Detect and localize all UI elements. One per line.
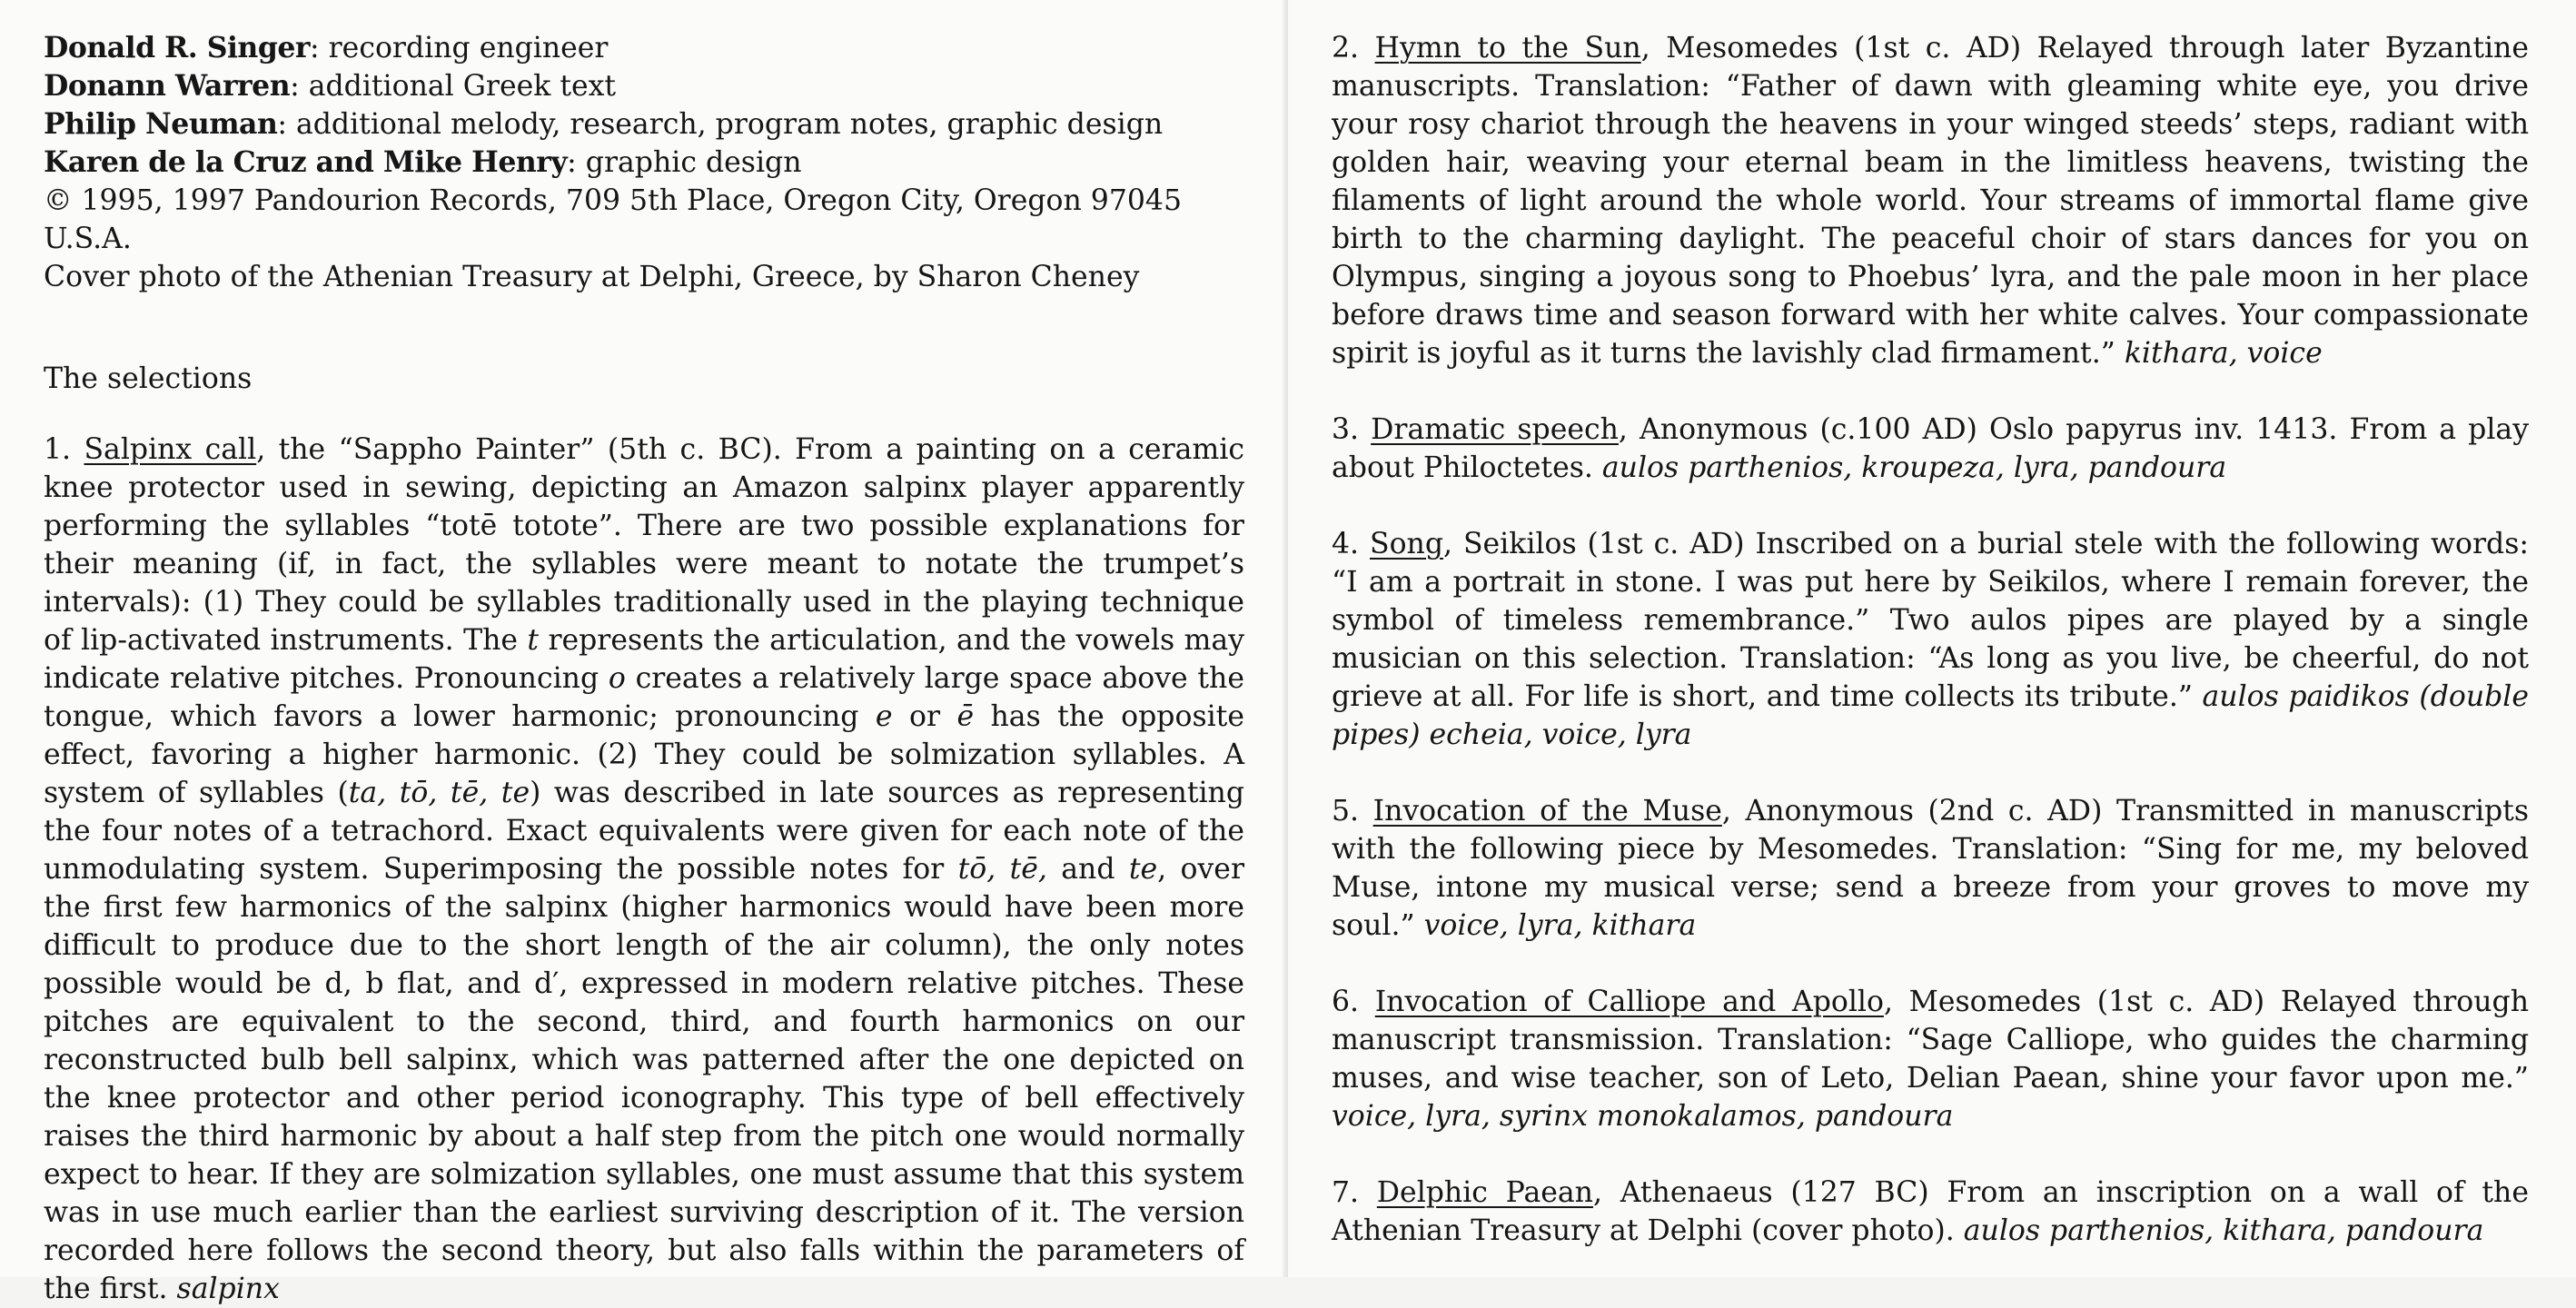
- selection-instruments: kithara, voice: [2124, 337, 2323, 370]
- italic-term: t: [527, 624, 540, 657]
- selection-text: , over the first few harmonics of the salpinx (higher harmonics would have been more difficult to produce due to the short length of the air column), the only notes possible would be d, b flat, and d′, expressed in modern relative pitches. These pitches are equivalent to the second, third, and fourth harmonics on our reconstructed bulb bell salpinx, which was patterned after the one depicted on the knee protector and other period iconography. This type of bell effectively raises the third harmonic by about a half step from the pitch one would normally expect to hear. If they are solmization syllables, one must assume that this system was in use much earlier than the earliest surviving description of it. The version recorded here follows the second theory, but also falls within the parameters of the first.: [44, 853, 1244, 1305]
- selection-instruments: salpinx: [176, 1273, 280, 1305]
- selection-text: , Athenaeus (127 BC) From an inscription on a wall of the Athenian Treasury at Delphi (cover photo).: [1332, 1176, 2529, 1247]
- selections-heading: The selections: [44, 362, 253, 395]
- italic-term: ta, tō, tē, te: [348, 777, 530, 809]
- left-page: [0, 0, 1288, 1305]
- credit-name: Donann Warren: [44, 69, 291, 103]
- credit-line: [44, 144, 1244, 182]
- selection-text: has the opposite effect, favoring a higher harmonic. (2) They could be solmization syllables. A system of syllables (: [44, 700, 1244, 809]
- selection-title: Hymn to the Sun: [1374, 32, 1641, 64]
- credits-block: [44, 29, 1244, 296]
- selection-instruments: aulos paidikos (double pipes) echeia, voice, lyra: [1332, 680, 2529, 751]
- credit-line: [44, 29, 1244, 67]
- credit-name: Karen de la Cruz and Mike Henry: [44, 145, 568, 179]
- selection-entry: [1332, 792, 2529, 945]
- selection-number: 1.: [44, 433, 84, 466]
- credit-role: : recording engineer: [310, 32, 609, 64]
- italic-term: tō, tē,: [957, 853, 1047, 886]
- selection-text: ) was described in late sources as representing the four notes of a tetrachord. Exact equivalents were given for each note of the unmodulating system. Superimposing the possible notes for: [44, 777, 1245, 886]
- italic-term: e: [875, 700, 893, 733]
- copyright-line: © 1995, 1997 Pandourion Records, 709 5th Place, Oregon City, Oregon 97045 U.S.A.: [44, 184, 1183, 255]
- selection-entry: [1332, 29, 2529, 372]
- selection-text: , Anonymous (2nd c. AD) Transmitted in manuscripts with the following piece by Mesomedes. Translation: “Sing for me, my beloved Muse, intone my musical verse; send a breeze from your groves to move my soul.”: [1332, 795, 2530, 942]
- selection-title: Invocation of the Muse: [1372, 795, 1722, 827]
- credit-role: : additional melody, research, program notes, graphic design: [277, 108, 1164, 141]
- right-page: [1288, 0, 2576, 1277]
- selection-entry: [1332, 983, 2529, 1135]
- selection-number: 3.: [1332, 413, 1372, 446]
- selection-entry: [1332, 411, 2529, 487]
- cover-photo-credit: Cover photo of the Athenian Treasury at Delphi, Greece, by Sharon Cheney: [44, 261, 1140, 293]
- credit-line: [44, 67, 1244, 105]
- italic-term: te: [1128, 853, 1158, 886]
- credit-name: Philip Neuman: [44, 107, 278, 141]
- selection-text: , the “Sappho Painter” (5th c. BC). From a painting on a ceramic knee protector used in sewing, depicting an Amazon salpinx player apparently performing the syllables “totē totote”. There are two possible explanations for their meaning (if, in fact, the syllables were meant to notate the trumpet’s intervals): (1) They could be syllables traditionally used in the playing technique of lip-activated instruments. The: [44, 433, 1244, 657]
- selection-text: creates a relatively large space above the tongue, which favors a lower harmonic; pronouncing: [44, 662, 1244, 733]
- selection-text: or: [892, 700, 957, 733]
- credit-name: Donald R. Singer: [44, 31, 310, 64]
- selection-number: 4.: [1332, 528, 1370, 560]
- selection-text: , Mesomedes (1st c. AD) Relayed through manuscript transmission. Translation: “Sage Calliope, who guides the charming muses, and wise teacher, son of Leto, Delian Paean, shine your favor upon me.”: [1332, 986, 2530, 1095]
- credit-role: : graphic design: [567, 146, 802, 179]
- selection-instruments: aulos parthenios, kroupeza, lyra, pandoura: [1601, 451, 2227, 484]
- selection-entry: [1332, 1174, 2529, 1250]
- selection-title: Dramatic speech: [1371, 413, 1619, 446]
- selection-entry: [1332, 525, 2529, 754]
- selection-title: Song: [1370, 528, 1443, 560]
- selection-instruments: aulos parthenios, kithara, pandoura: [1963, 1214, 2484, 1247]
- italic-term: ē: [956, 700, 975, 733]
- selection-entry: [44, 431, 1244, 1308]
- selection-text: represents the articulation, and the vowels may indicate relative pitches. Pronouncing: [44, 624, 1244, 695]
- selection-text: , Mesomedes (1st c. AD) Relayed through later Byzantine manuscripts. Translation: “Father of dawn with gleaming white eye, you drive your rosy chariot through the heavens in your winged steeds’ steps, radiant with golden hair, weaving your eternal beam in the limitless heavens, twisting the filaments of light around the whole world. Your streams of immortal flame give birth to the charming daylight. The peaceful choir of stars dances for you on Olympus, singing a joyous song to Phoebus’ lyra, and the pale moon in her place before draws time and season forward with her white calves. Your compassionate spirit is joyful as it turns the lavishly clad firmament.”: [1332, 32, 2529, 370]
- selection-number: 5.: [1332, 795, 1373, 827]
- selection-text: , Seikilos (1st c. AD) Inscribed on a burial stele with the following words: “I am a portrait in stone. I was put here by Seikilos, where I remain forever, the symbol of timeless remembrance.” Two aulos pipes are played by a single musician on this selection. Translation: “As long as you live, be cheerful, do not grieve at all. For life is short, and time collects its tribute.”: [1332, 528, 2529, 713]
- selection-number: 2.: [1332, 32, 1375, 64]
- selection-title: Salpinx call: [84, 433, 257, 466]
- selection-number: 7.: [1332, 1176, 1377, 1209]
- selection-text: , Anonymous (c.100 AD) Oslo papyrus inv. 1413. From a play about Philoctetes.: [1332, 413, 2529, 484]
- italic-term: o: [608, 662, 626, 695]
- selection-title: Delphic Paean: [1376, 1176, 1593, 1209]
- selection-title: Invocation of Calliope and Apollo: [1374, 986, 1884, 1018]
- selection-instruments: voice, lyra, syrinx monokalamos, pandoura: [1332, 1100, 1954, 1133]
- selection-instruments: voice, lyra, kithara: [1423, 909, 1697, 942]
- credit-role: : additional Greek text: [290, 70, 617, 103]
- selection-text: and: [1046, 853, 1129, 886]
- credit-line: [44, 105, 1244, 144]
- selection-number: 6.: [1332, 986, 1375, 1018]
